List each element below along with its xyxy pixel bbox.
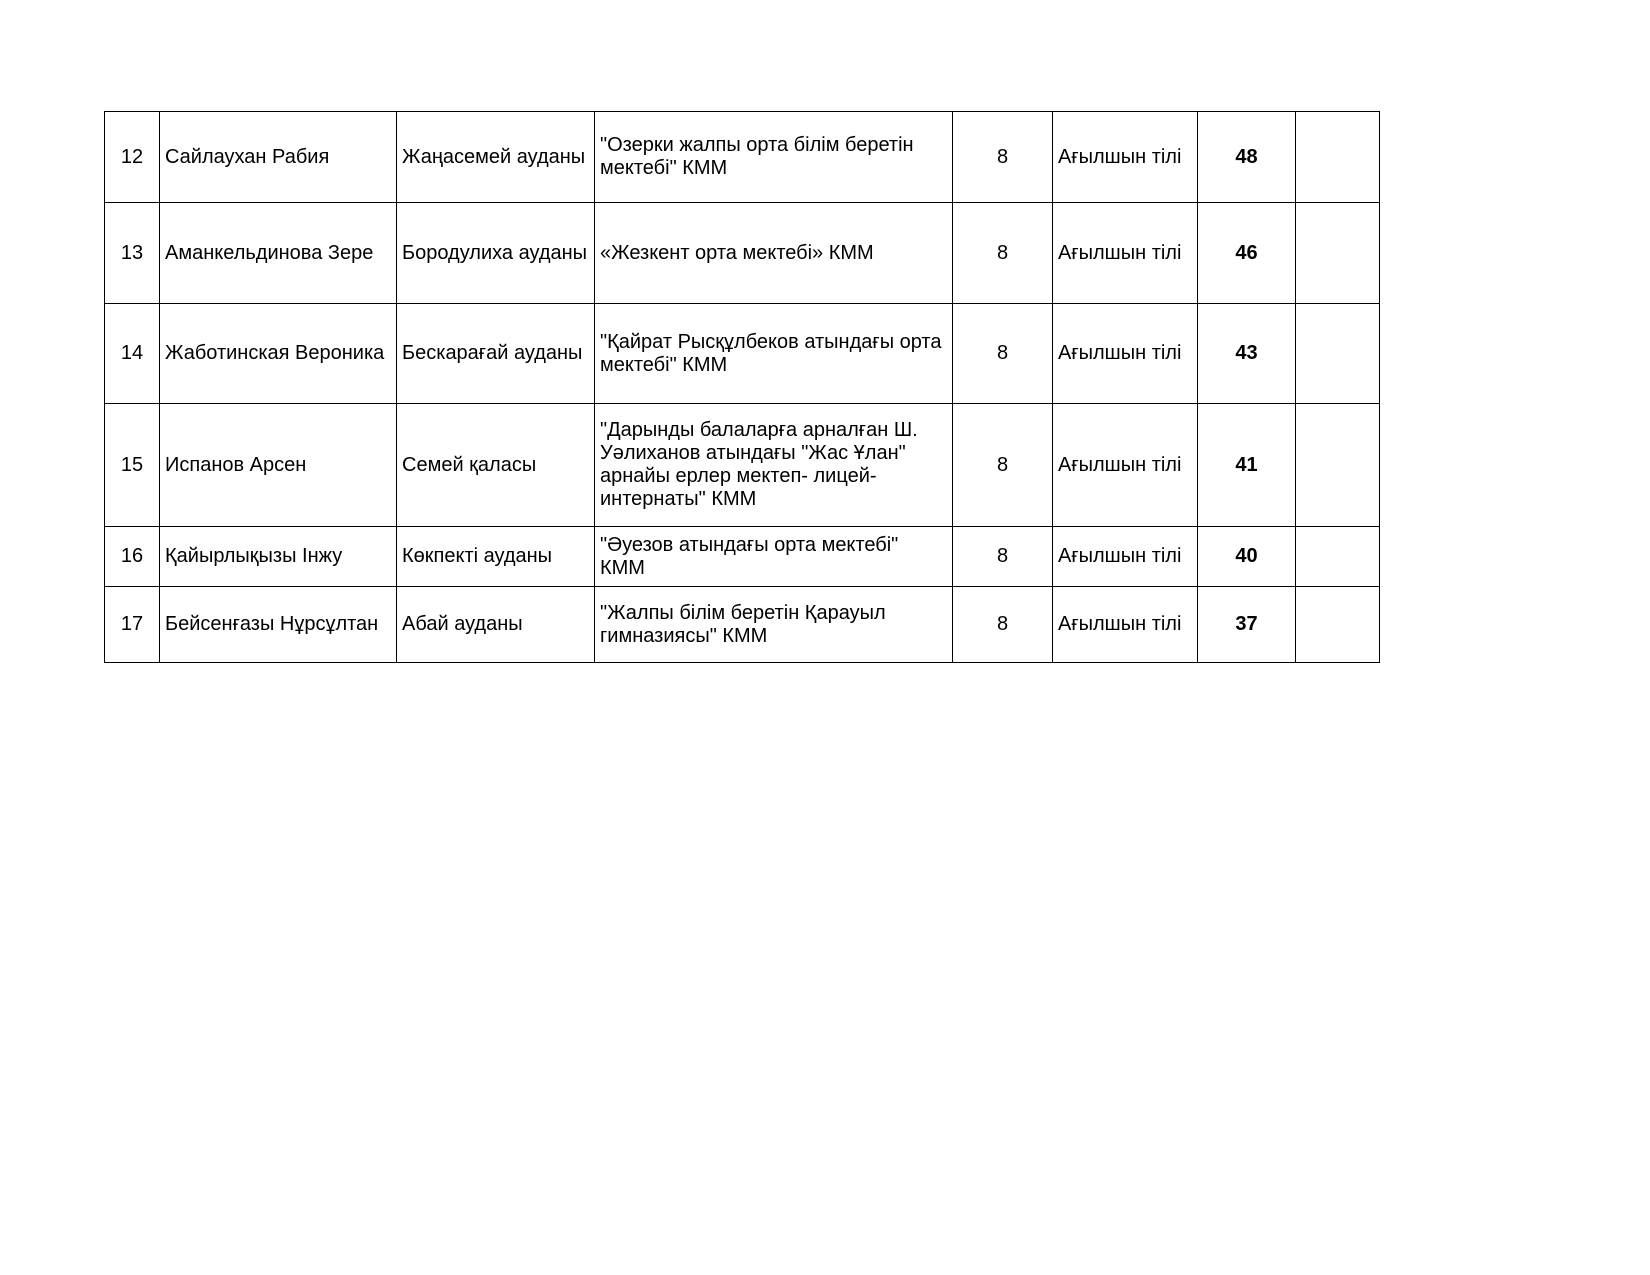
student-name-cell: Бейсенғазы Нұрсұлтан (160, 587, 397, 663)
school-cell: «Жезкент орта мектебі» КММ (595, 203, 953, 304)
empty-cell (1296, 304, 1380, 404)
table-row (105, 527, 1380, 587)
grade-cell: 8 (953, 112, 1053, 203)
subject-cell: Ағылшын тілі (1053, 527, 1198, 587)
row-number-cell: 14 (105, 304, 160, 404)
score-cell: 41 (1198, 404, 1296, 527)
empty-cell (1296, 587, 1380, 663)
empty-cell (1296, 404, 1380, 527)
row-number-cell: 13 (105, 203, 160, 304)
table-row (105, 203, 1380, 304)
region-cell: Абай ауданы (397, 587, 595, 663)
score-cell: 48 (1198, 112, 1296, 203)
student-name-cell: Сайлаухан Рабия (160, 112, 397, 203)
grade-cell: 8 (953, 304, 1053, 404)
score-cell: 37 (1198, 587, 1296, 663)
row-number-cell: 15 (105, 404, 160, 527)
grade-cell: 8 (953, 527, 1053, 587)
score-cell: 46 (1198, 203, 1296, 304)
student-name-cell: Испанов Арсен (160, 404, 397, 527)
subject-cell: Ағылшын тілі (1053, 587, 1198, 663)
row-number-cell: 16 (105, 527, 160, 587)
row-number-cell: 12 (105, 112, 160, 203)
results-table (104, 111, 1380, 663)
row-number-cell: 17 (105, 587, 160, 663)
school-cell: "Әуезов атындағы орта мектебі" КММ (595, 527, 953, 587)
grade-cell: 8 (953, 404, 1053, 527)
subject-cell: Ағылшын тілі (1053, 304, 1198, 404)
score-cell: 43 (1198, 304, 1296, 404)
school-cell: "Қайрат Рысқұлбеков атындағы орта мектебі" КММ (595, 304, 953, 404)
grade-cell: 8 (953, 587, 1053, 663)
subject-cell: Ағылшын тілі (1053, 203, 1198, 304)
table-row (105, 587, 1380, 663)
empty-cell (1296, 527, 1380, 587)
table-row (105, 304, 1380, 404)
student-name-cell: Жаботинская Вероника (160, 304, 397, 404)
school-cell: "Дарынды балаларға арналған Ш. Уәлиханов атындағы "Жас Ұлан" арнайы ерлер мектеп- лицей- интернаты" КММ (595, 404, 953, 527)
region-cell: Жаңасемей ауданы (397, 112, 595, 203)
school-cell: "Озерки жалпы орта білім беретін мектебі" КММ (595, 112, 953, 203)
student-name-cell: Аманкельдинова Зере (160, 203, 397, 304)
school-cell: "Жалпы білім беретін Қарауыл гимназиясы" КММ (595, 587, 953, 663)
region-cell: Бородулиха ауданы (397, 203, 595, 304)
score-cell: 40 (1198, 527, 1296, 587)
student-name-cell: Қайырлықызы Інжу (160, 527, 397, 587)
empty-cell (1296, 112, 1380, 203)
subject-cell: Ағылшын тілі (1053, 404, 1198, 527)
empty-cell (1296, 203, 1380, 304)
table-row (105, 112, 1380, 203)
region-cell: Көкпекті ауданы (397, 527, 595, 587)
table-row (105, 404, 1380, 527)
subject-cell: Ағылшын тілі (1053, 112, 1198, 203)
region-cell: Семей қаласы (397, 404, 595, 527)
grade-cell: 8 (953, 203, 1053, 304)
region-cell: Бескарағай ауданы (397, 304, 595, 404)
